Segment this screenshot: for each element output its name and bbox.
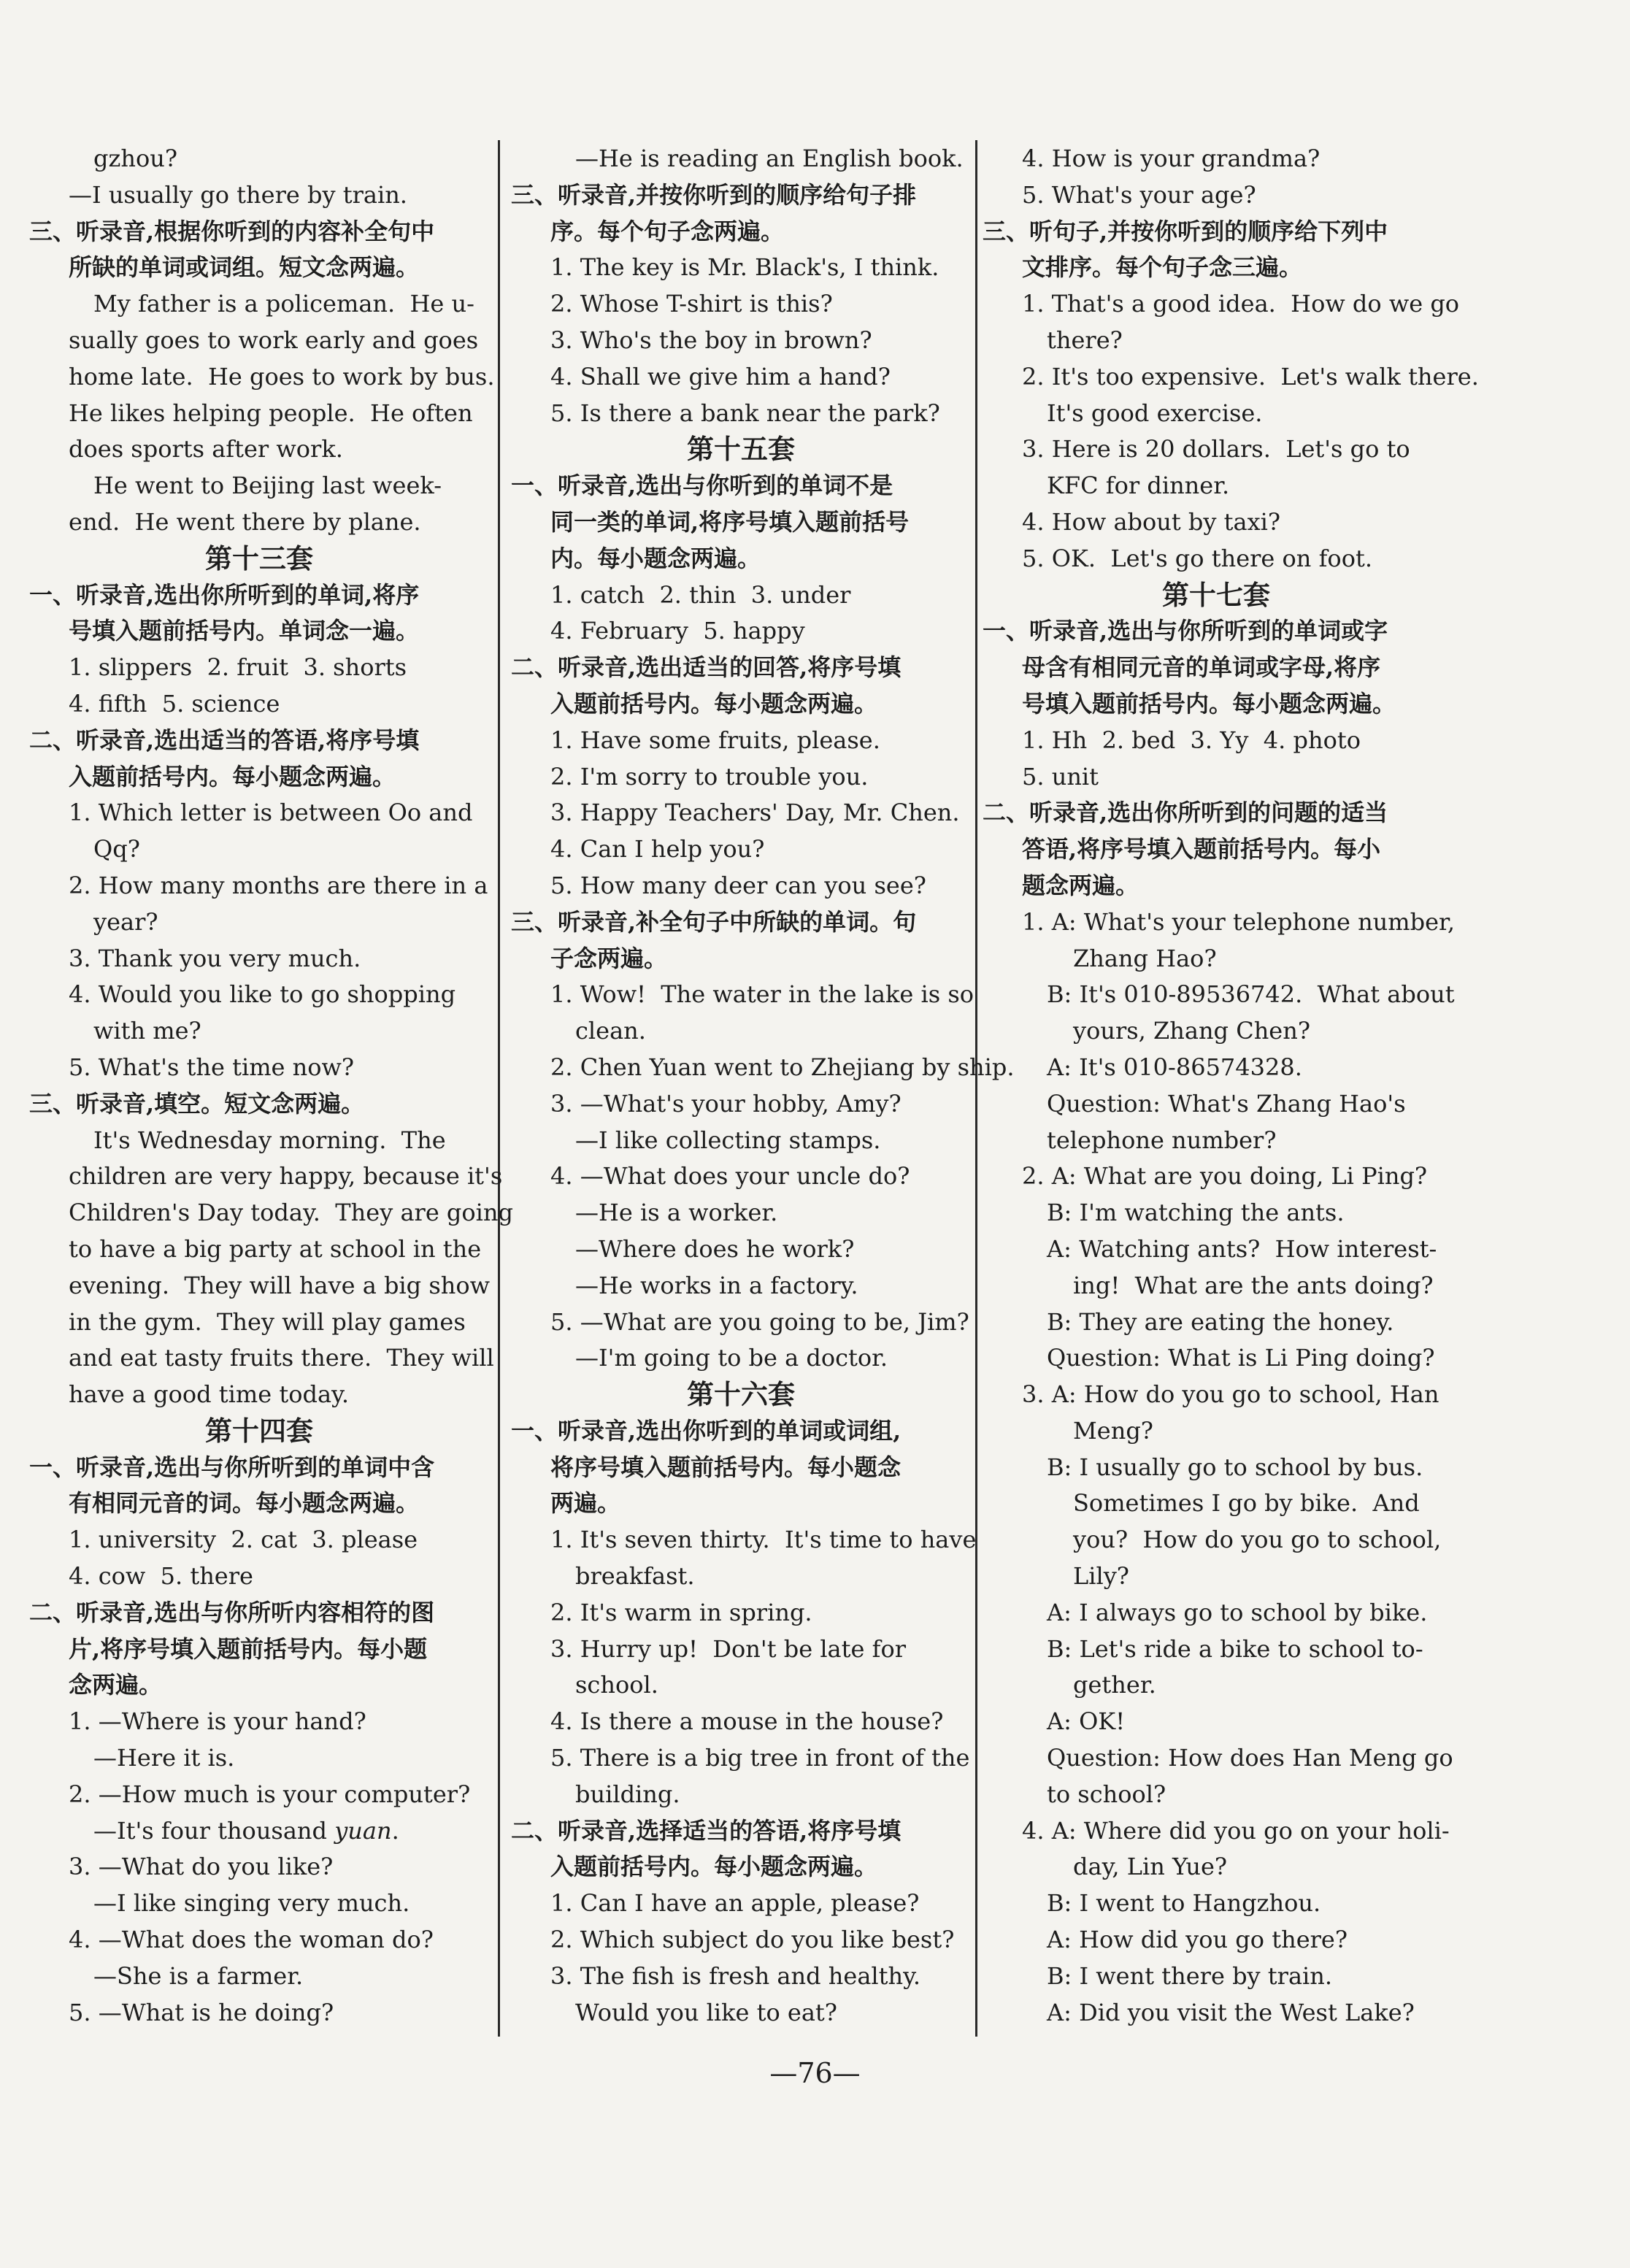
text-line: 3. Thank you very much. [69, 944, 361, 972]
text-line: B: It's 010-89536742. What about [1047, 980, 1455, 1009]
column-divider-right [975, 140, 977, 2037]
section-instruction: 二、听录音,选出你所听到的问题的适当 [983, 799, 1388, 827]
section-instruction: 三、听句子,并按你听到的顺序给下列中 [983, 217, 1388, 245]
page-number: —76— [769, 2057, 861, 2089]
section-instruction: 入题前括号内。每小题念两遍。 [69, 762, 396, 791]
text-line: to school? [1047, 1780, 1166, 1808]
section-instruction: 子念两遍。 [550, 944, 668, 972]
text-line: 2. I'm sorry to trouble you. [550, 762, 869, 791]
section-instruction: 序。每个句子念两遍。 [550, 217, 785, 245]
text-line: My father is a policeman. He u- [93, 290, 474, 318]
text-line: end. He went there by plane. [69, 507, 421, 536]
column-middle [511, 141, 1015, 2031]
text-line: 4. A: Where did you go on your holi- [1022, 1816, 1450, 1845]
text-line: 2. Chen Yuan went to Zhejiang by ship. [550, 1053, 1015, 1081]
section-instruction: 所缺的单词或词组。短文念两遍。 [69, 253, 420, 282]
text-line: 3. Who's the boy in brown? [550, 326, 872, 354]
text-line: 2. It's too expensive. Let's walk there. [1022, 362, 1479, 391]
text-line: B: I'm watching the ants. [1047, 1199, 1345, 1227]
text-line: 3. —What do you like? [69, 1853, 334, 1881]
text-line: 3. The fish is fresh and healthy. [550, 1961, 921, 1990]
text-line: 5. How many deer can you see? [550, 871, 926, 899]
text-line: telephone number? [1047, 1126, 1277, 1154]
text-line: —I like singing very much. [93, 1889, 410, 1918]
text-line: gether. [1073, 1671, 1156, 1699]
text-line: —Where does he work? [575, 1234, 855, 1263]
section-instruction: 两遍。 [550, 1489, 621, 1518]
section-instruction: 片,将序号填入题前括号内。每小题 [69, 1634, 428, 1663]
text-line: 2. How many months are there in a [69, 871, 488, 899]
section-instruction: 有相同元音的词。每小题念两遍。 [69, 1489, 420, 1518]
text-line: —I usually go there by train. [69, 180, 407, 209]
section-instruction: 二、听录音,选出与你所听内容相符的图 [29, 1598, 435, 1626]
text-line: —It's four thousand yuan. [93, 1816, 399, 1845]
text-line: —Here it is. [93, 1744, 235, 1772]
text-line: 3. Hurry up! Don't be late for [550, 1634, 906, 1663]
text-line: A: OK! [1047, 1707, 1126, 1736]
text-line: 2. Which subject do you like best? [550, 1926, 955, 1954]
column-divider-left [498, 140, 500, 2037]
text-line: 1. catch 2. thin 3. under [550, 580, 851, 609]
text-line: A: Watching ants? How interest- [1047, 1234, 1437, 1263]
text-line: —I'm going to be a doctor. [575, 1344, 888, 1372]
text-line: you? How do you go to school, [1073, 1526, 1442, 1554]
text-line: Zhang Hao? [1073, 944, 1217, 972]
text-line: —She is a farmer. [93, 1961, 304, 1990]
text-line: gzhou? [93, 145, 177, 172]
text-line: Qq? [93, 835, 140, 864]
text-line: 3. —What's your hobby, Amy? [550, 1089, 902, 1118]
text-line: yours, Zhang Chen? [1073, 1017, 1310, 1045]
text-line: 5. There is a big tree in front of the [550, 1744, 970, 1772]
text-line: 1. That's a good idea. How do we go [1022, 290, 1460, 318]
set-heading: 第十三套 [205, 542, 313, 574]
text-line: year? [93, 907, 158, 936]
text-line: 5. What's your age? [1022, 180, 1256, 209]
section-instruction: 三、听录音,补全句子中所缺的单词。句 [511, 907, 917, 936]
section-instruction: 三、听录音,根据你听到的内容补全句中 [29, 217, 435, 245]
text-line: 1. It's seven thirty. It's time to have [550, 1526, 977, 1554]
text-line: Sometimes I go by bike. And [1073, 1489, 1420, 1518]
section-instruction: 内。每小题念两遍。 [550, 544, 761, 572]
text-line: He went to Beijing last week- [93, 472, 442, 500]
section-instruction: 一、听录音,选出与你听到的单词不是 [511, 472, 893, 500]
text-line: 1. A: What's your telephone number, [1022, 907, 1455, 936]
text-line: 4. How is your grandma? [1022, 145, 1320, 172]
text-line: 4. fifth 5. science [69, 689, 280, 718]
text-line: 2. It's warm in spring. [550, 1598, 812, 1626]
text-line: Would you like to eat? [575, 1998, 837, 2026]
text-line: 3. Happy Teachers' Day, Mr. Chen. [550, 799, 960, 827]
section-instruction: 三、听录音,并按你听到的顺序给句子排 [511, 180, 917, 209]
section-instruction: 二、听录音,选出适当的答语,将序号填 [29, 726, 420, 754]
text-line: KFC for dinner. [1047, 472, 1230, 500]
section-instruction: 二、听录音,选择适当的答语,将序号填 [511, 1816, 902, 1845]
text-line: 1. slippers 2. fruit 3. shorts [69, 653, 407, 682]
text-line: breakfast. [575, 1562, 695, 1591]
section-instruction: 一、听录音,选出与你所听到的单词或字 [983, 617, 1388, 645]
text-line: and eat tasty fruits there. They will [69, 1344, 494, 1372]
section-instruction: 入题前括号内。每小题念两遍。 [550, 689, 878, 718]
text-line: 1. university 2. cat 3. please [69, 1526, 418, 1554]
text-line: 2. A: What are you doing, Li Ping? [1022, 1162, 1428, 1191]
text-line: evening. They will have a big show [69, 1271, 490, 1299]
text-line: 4. February 5. happy [550, 617, 805, 645]
text-line: B: I usually go to school by bus. [1047, 1453, 1423, 1481]
text-line: B: Let's ride a bike to school to- [1047, 1634, 1423, 1663]
text-line: Question: What's Zhang Hao's [1047, 1089, 1406, 1118]
text-line: —He is a worker. [575, 1199, 778, 1227]
section-instruction: 答语,将序号填入题前括号内。每小 [1022, 835, 1381, 864]
text-line: 3. A: How do you go to school, Han [1022, 1380, 1439, 1409]
text-line: does sports after work. [69, 435, 343, 464]
set-heading: 第十五套 [687, 433, 795, 466]
text-line: 4. —What does your uncle do? [550, 1162, 910, 1191]
text-line: —He works in a factory. [575, 1271, 858, 1299]
text-line: 2. —How much is your computer? [69, 1780, 471, 1808]
text-line: 4. Is there a mouse in the house? [550, 1707, 944, 1736]
section-instruction: 题念两遍。 [1022, 871, 1139, 899]
text-line: school. [575, 1671, 658, 1699]
text-line: Meng? [1073, 1416, 1153, 1445]
text-line: 4. cow 5. there [69, 1562, 253, 1591]
text-line: sually goes to work early and goes [69, 326, 479, 354]
text-line: Lily? [1073, 1562, 1129, 1591]
column-left [29, 141, 513, 2031]
text-line: 5. —What are you going to be, Jim? [550, 1307, 969, 1336]
text-line: 5. unit [1022, 762, 1099, 791]
text-line: B: They are eating the honey. [1047, 1307, 1394, 1336]
text-line: there? [1047, 326, 1123, 354]
text-line: 1. Which letter is between Oo and [69, 799, 473, 827]
text-line: 1. Hh 2. bed 3. Yy 4. photo [1022, 726, 1361, 754]
text-line: 1. Wow! The water in the lake is so [550, 980, 974, 1009]
text-line: 4. Can I help you? [550, 835, 765, 864]
text-line: 2. Whose T-shirt is this? [550, 290, 833, 318]
text-line: —He is reading an English book. [575, 145, 964, 172]
text-line: in the gym. They will play games [69, 1307, 466, 1336]
text-line: with me? [93, 1017, 201, 1045]
section-instruction: 号填入题前括号内。每小题念两遍。 [1022, 689, 1396, 718]
set-heading: 第十七套 [1162, 578, 1270, 611]
text-line: A: I always go to school by bike. [1047, 1598, 1428, 1626]
text-line: It's Wednesday morning. The [93, 1126, 446, 1154]
text-line: 5. What's the time now? [69, 1053, 355, 1081]
set-heading: 第十四套 [205, 1414, 313, 1447]
section-instruction: 母含有相同元音的单词或字母,将序 [1022, 653, 1381, 682]
text-line: Children's Day today. They are going [69, 1199, 513, 1227]
section-instruction: 一、听录音,选出你所听到的单词,将序 [29, 580, 420, 609]
section-instruction: 号填入题前括号内。单词念一遍。 [69, 617, 420, 645]
text-line: 4. Shall we give him a hand? [550, 362, 891, 391]
section-instruction: 三、听录音,填空。短文念两遍。 [29, 1089, 365, 1118]
text-line: 1. Have some fruits, please. [550, 726, 880, 754]
text-line: 1. Can I have an apple, please? [550, 1889, 920, 1918]
text-line: B: I went to Hangzhou. [1047, 1889, 1321, 1918]
column-right [983, 141, 1479, 2031]
text-line: 4. —What does the woman do? [69, 1926, 434, 1954]
section-instruction: 一、听录音,选出你听到的单词或词组, [511, 1416, 902, 1445]
text-line: B: I went there by train. [1047, 1961, 1333, 1990]
text-line: day, Lin Yue? [1073, 1853, 1228, 1881]
text-line: 5. —What is he doing? [69, 1998, 334, 2026]
text-line: Question: What is Li Ping doing? [1047, 1344, 1435, 1372]
section-instruction: 念两遍。 [69, 1671, 163, 1699]
text-line: ing! What are the ants doing? [1073, 1271, 1434, 1299]
text-line: A: It's 010-86574328. [1047, 1053, 1302, 1081]
text-line: He likes helping people. He often [69, 399, 473, 427]
text-line: 1. The key is Mr. Black's, I think. [550, 253, 939, 282]
text-line: 5. OK. Let's go there on foot. [1022, 544, 1372, 572]
text-line: have a good time today. [69, 1380, 350, 1409]
text-line: It's good exercise. [1047, 399, 1263, 427]
text-line: clean. [575, 1017, 646, 1045]
text-line: 4. How about by taxi? [1022, 507, 1281, 536]
text-line: 1. —Where is your hand? [69, 1707, 366, 1736]
section-instruction: 同一类的单词,将序号填入题前括号 [550, 507, 910, 536]
section-instruction: 将序号填入题前括号内。每小题念 [550, 1453, 902, 1481]
text-line: 3. Here is 20 dollars. Let's go to [1022, 435, 1410, 464]
text-line: A: Did you visit the West Lake? [1047, 1998, 1415, 2026]
section-instruction: 一、听录音,选出与你所听到的单词中含 [29, 1453, 435, 1481]
text-line: children are very happy, because it's [69, 1162, 503, 1191]
section-instruction: 文排序。每个句子念三遍。 [1022, 253, 1303, 282]
text-line: home late. He goes to work by bus. [69, 362, 495, 391]
section-instruction: 入题前括号内。每小题念两遍。 [550, 1853, 878, 1881]
text-line: 5. Is there a bank near the park? [550, 399, 940, 427]
text-line: A: How did you go there? [1047, 1926, 1348, 1954]
text-line: Question: How does Han Meng go [1047, 1744, 1453, 1772]
text-line: —I like collecting stamps. [575, 1126, 881, 1154]
text-line: 4. Would you like to go shopping [69, 980, 456, 1009]
text-line: building. [575, 1780, 680, 1808]
text-line: to have a big party at school in the [69, 1234, 482, 1263]
set-heading: 第十六套 [687, 1378, 795, 1411]
section-instruction: 二、听录音,选出适当的回答,将序号填 [511, 653, 902, 682]
